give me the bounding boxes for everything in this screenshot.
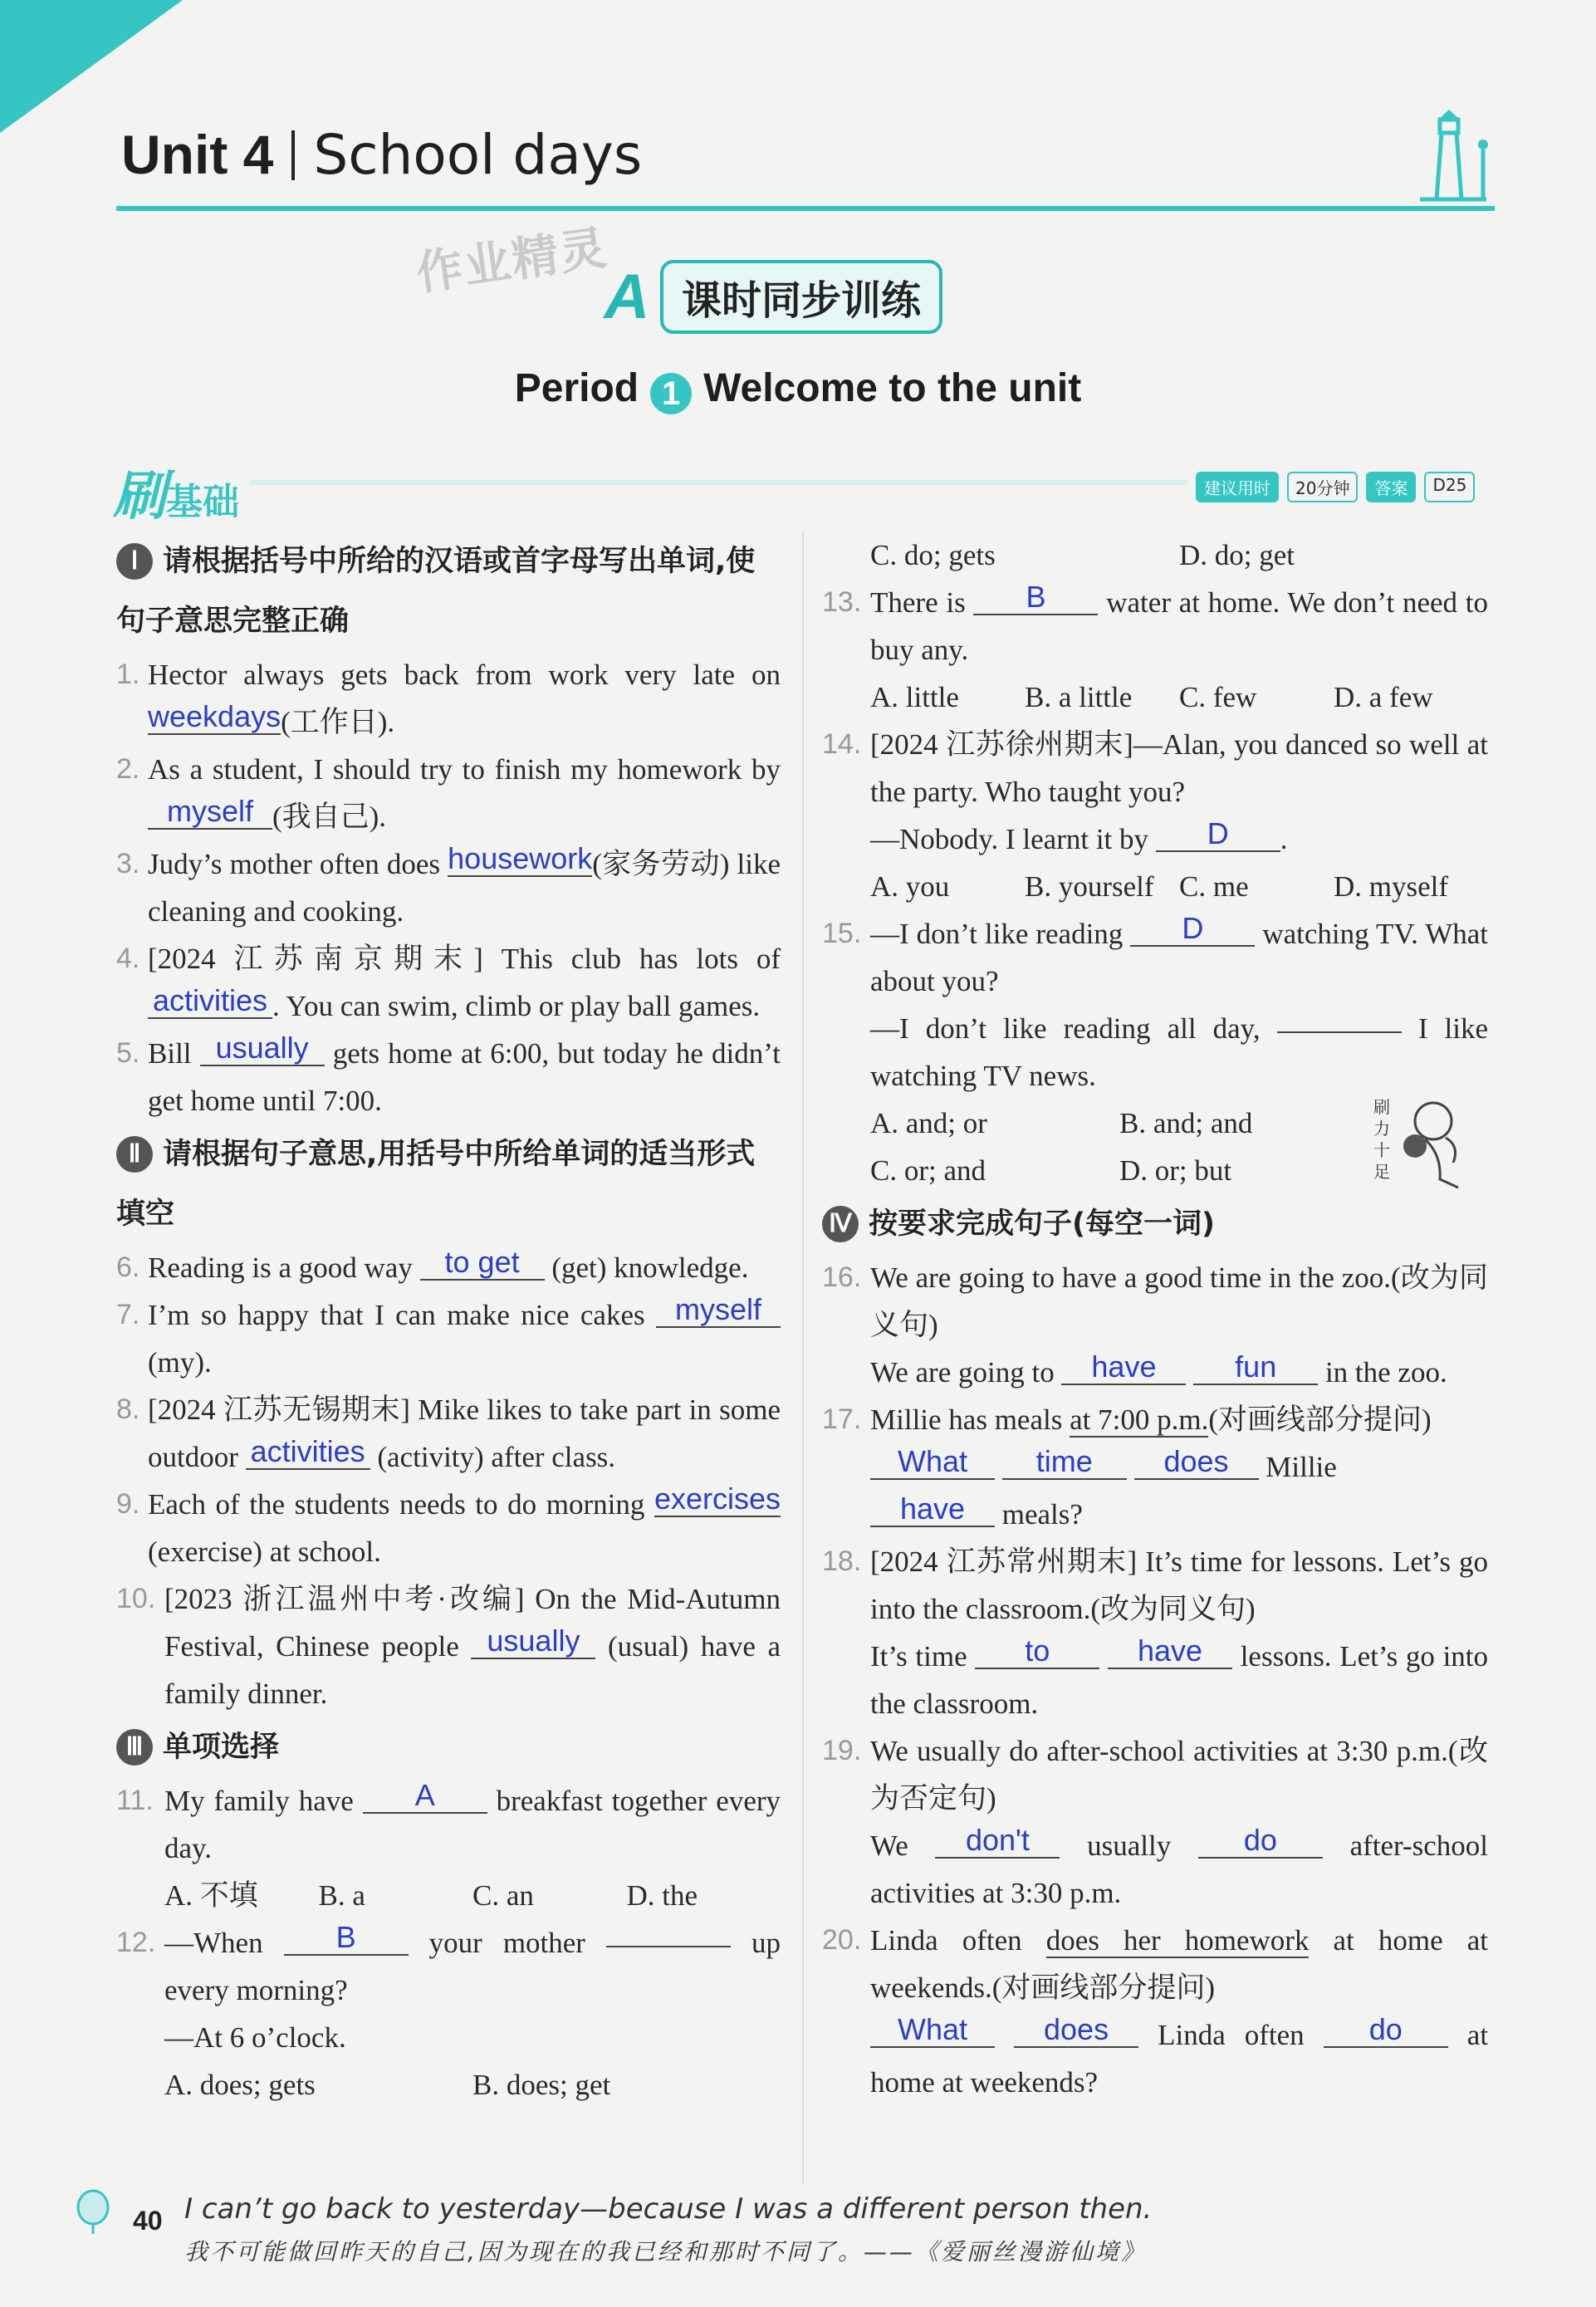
q-text: breakfast together every day.: [164, 1785, 781, 1864]
q-text: (usual) have a family dinner.: [164, 1630, 781, 1710]
section-banner: [594, 261, 942, 332]
answer-blank[interactable]: housework: [448, 841, 593, 875]
answer-blank[interactable]: usually: [471, 1624, 595, 1659]
q-number: 7.: [116, 1299, 140, 1330]
option-d[interactable]: D. the: [626, 1879, 698, 1912]
basics-small: 基础: [166, 481, 239, 523]
answer-blank[interactable]: myself: [656, 1293, 781, 1328]
q-text: after-school activities at 3:30 p.m.: [870, 1829, 1489, 1909]
q-number: 2.: [116, 753, 140, 785]
q-number: 4.: [116, 943, 140, 974]
q-text: It’s time: [870, 1640, 967, 1673]
q-number: 1.: [116, 659, 140, 690]
part2-heading: [116, 1124, 781, 1244]
q-number: 6.: [116, 1251, 140, 1283]
period-number: 1: [650, 373, 692, 414]
option-a[interactable]: A. you: [870, 870, 950, 903]
part4-title: 按要求完成句子(每空一词): [869, 1207, 1215, 1241]
answer-blank[interactable]: have: [870, 1492, 995, 1527]
q-text: As a student, I should try to finish my homework by: [148, 753, 781, 786]
question-10: [116, 1575, 781, 1717]
q-text: [2024 江苏常州期末] It’s time for lessons. Let’s go into the classroom.(改为同义句): [870, 1545, 1488, 1625]
option-d[interactable]: D. do; get: [1179, 539, 1295, 571]
question-19: [822, 1727, 1488, 1917]
q-text: gets home at 6:00, but today he didn’t get home until 7:00.: [148, 1037, 781, 1117]
answer-blank[interactable]: activities: [148, 984, 272, 1019]
options-14: [822, 863, 1488, 910]
q-number: 3.: [116, 848, 140, 879]
q-text: (get) knowledge.: [551, 1251, 749, 1284]
mascot-char-3: 十: [1373, 1140, 1390, 1160]
q-text: —At 6 o’clock.: [164, 2021, 346, 2054]
q-text: We are going to: [870, 1356, 1055, 1389]
option-c[interactable]: C. do; gets: [870, 539, 996, 571]
q-text: I like watching TV news.: [870, 1012, 1489, 1092]
answer-blank[interactable]: to get: [420, 1246, 545, 1281]
answer-blank[interactable]: time: [1002, 1445, 1127, 1480]
q-number: 18.: [822, 1545, 862, 1577]
question-1: [116, 651, 781, 746]
question-7: [116, 1291, 781, 1386]
balloon-icon: [70, 2189, 116, 2236]
part2-number: Ⅱ: [116, 1136, 153, 1173]
q-text: usually: [1087, 1829, 1172, 1862]
q-number: 9.: [116, 1488, 140, 1520]
q-text: lessons. Let’s go into the classroom.: [870, 1640, 1489, 1720]
question-13: [822, 579, 1488, 673]
title-separator: [291, 130, 295, 180]
q-text: —I don’t like reading: [870, 918, 1124, 950]
question-15: [822, 910, 1488, 1100]
q-text: meals?: [1001, 1498, 1083, 1531]
answer-blank[interactable]: myself: [148, 795, 272, 830]
unit-subtitle: School days: [313, 123, 643, 187]
part3-title: 单项选择: [163, 1731, 280, 1764]
answer-blank[interactable]: B: [973, 580, 1098, 615]
underlined-part: does her homework: [1045, 1924, 1310, 1957]
part3-number: Ⅲ: [116, 1729, 153, 1766]
part1-heading: [116, 531, 781, 651]
answer-blank[interactable]: exercises: [654, 1482, 781, 1516]
q-text: I’m so happy that I can make nice cakes: [148, 1299, 645, 1331]
lighthouse-icon: [1403, 108, 1495, 208]
question-16: [822, 1254, 1488, 1396]
boxer-mascot-icon: [1367, 1088, 1475, 1196]
q-number: 13.: [822, 586, 862, 618]
question-18: [822, 1538, 1488, 1727]
q-text: Hector always gets back from work very late on: [148, 659, 781, 691]
q-text: —When: [164, 1927, 263, 1959]
answer-blank[interactable]: have: [1108, 1634, 1232, 1669]
answer-blank[interactable]: does: [1134, 1445, 1259, 1480]
watermark: 作业精灵: [413, 221, 612, 301]
q-text: There is: [870, 586, 966, 619]
question-20: [822, 1917, 1488, 2106]
part1-title: 请根据括号中所给的汉语或首字母写出单词,使句子意思完整正确: [116, 545, 756, 638]
question-12: [116, 1919, 781, 2061]
q-text: (my).: [148, 1346, 212, 1379]
q-number: 17.: [822, 1403, 862, 1435]
option-b[interactable]: B. yourself: [1025, 870, 1154, 903]
q-text: (工作日).: [281, 706, 395, 738]
basics-bar-line: [249, 480, 1187, 485]
part4-number: Ⅳ: [822, 1206, 859, 1242]
option-c[interactable]: C. an: [472, 1879, 534, 1912]
q-text: Each of the students needs to do morning: [148, 1488, 645, 1521]
answer-blank[interactable]: D: [1130, 912, 1255, 947]
question-5: [116, 1030, 781, 1124]
q-text: Reading is a good way: [148, 1251, 413, 1284]
answer-blank[interactable]: do: [1198, 1824, 1323, 1859]
column-divider: [802, 531, 804, 2184]
q-number: 16.: [822, 1261, 862, 1293]
answer-blank[interactable]: weekdays: [148, 699, 282, 733]
answer-label: 答案: [1366, 472, 1416, 502]
left-column: [116, 531, 781, 2109]
question-4: [116, 935, 781, 1030]
option-d[interactable]: D. or; but: [1119, 1154, 1232, 1187]
options-15a: [822, 1100, 1368, 1147]
option-c[interactable]: C. few: [1179, 681, 1257, 713]
q-number: 20.: [822, 1924, 862, 1956]
option-a[interactable]: A. 不填: [164, 1879, 258, 1912]
q-text: We: [870, 1829, 908, 1862]
q-number: 5.: [116, 1037, 140, 1069]
options-15b: [822, 1147, 1368, 1194]
quote-english: I can’t go back to yesterday—because I was a different person then.: [184, 2192, 1153, 2226]
answer-blank[interactable]: activities: [246, 1435, 370, 1470]
q-text: —Nobody. I learnt it by: [870, 823, 1149, 855]
q-text: (家务劳动) like cleaning and cooking.: [148, 848, 781, 928]
part2-title: 请根据句子意思,用括号中所给单词的适当形式填空: [116, 1138, 756, 1231]
answer-blank[interactable]: does: [1014, 2013, 1138, 2048]
mascot-char-2: 力: [1373, 1119, 1390, 1139]
question-8: [116, 1386, 781, 1481]
q-number: 15.: [822, 918, 862, 949]
part3-heading: [116, 1717, 781, 1777]
q-number: 11.: [116, 1785, 154, 1816]
question-3: [116, 840, 781, 935]
part1-number: Ⅰ: [116, 543, 153, 580]
option-b[interactable]: B. does; get: [472, 2069, 611, 2101]
period-name: Welcome to the unit: [703, 366, 1082, 410]
q-text: Linda often: [870, 1924, 1022, 1957]
question-9: [116, 1481, 781, 1575]
part4-heading: [822, 1194, 1488, 1254]
option-a[interactable]: A. does; gets: [164, 2069, 316, 2101]
q-text: [2023 浙江温州中考·改编] On the Mid-Autumn Festival, Chinese people: [164, 1583, 781, 1663]
option-b[interactable]: B. a: [318, 1879, 365, 1912]
mascot-char-4: 足: [1373, 1162, 1390, 1182]
right-column: [822, 531, 1488, 2106]
q-text: Millie has meals: [870, 1403, 1063, 1436]
corner-decoration: [0, 0, 183, 133]
answer-blank[interactable]: do: [1324, 2013, 1448, 2048]
empty-blank[interactable]: [1277, 1031, 1402, 1033]
answer-blank[interactable]: fun: [1193, 1350, 1318, 1385]
q-number: 19.: [822, 1735, 862, 1766]
q-text: up every morning?: [164, 1927, 781, 2006]
q-number: 12.: [116, 1927, 156, 1958]
suggest-time: 20分钟: [1287, 472, 1358, 502]
option-d[interactable]: D. a few: [1334, 681, 1433, 713]
option-b[interactable]: B. and; and: [1119, 1107, 1253, 1139]
title-underline: [116, 206, 1495, 211]
options-11: [116, 1872, 781, 1919]
page-number: 40: [133, 2206, 163, 2236]
unit-title: [121, 123, 642, 187]
section-title: 课时同步训练: [660, 260, 942, 334]
q-text: . You can swim, climb or play ball games.: [272, 990, 761, 1022]
answer-blank[interactable]: have: [1061, 1350, 1186, 1385]
period-prefix: Period: [514, 366, 639, 410]
answer-blank[interactable]: A: [363, 1779, 487, 1814]
q-number: 14.: [822, 728, 862, 760]
option-c[interactable]: C. or; and: [870, 1154, 986, 1187]
q-text: Bill: [148, 1037, 192, 1070]
answer-blank[interactable]: What: [870, 2013, 995, 2048]
unit-label: Unit 4: [121, 124, 274, 185]
q-text: —I don’t like reading all day,: [870, 1012, 1261, 1045]
q-text: (我自己).: [272, 801, 387, 833]
option-d[interactable]: D. myself: [1334, 870, 1449, 903]
option-b[interactable]: B. a little: [1025, 681, 1133, 713]
mascot-char-1: 刷: [1373, 1097, 1390, 1117]
option-c[interactable]: C. me: [1179, 870, 1249, 903]
q-text: (对画线部分提问): [1208, 1403, 1432, 1436]
suggest-label: 建议用时: [1196, 472, 1279, 502]
q-text: at home at weekends.(对画线部分提问): [870, 1924, 1488, 2004]
q-number: 10.: [116, 1583, 156, 1614]
section-letter: A: [604, 261, 650, 332]
empty-blank[interactable]: [606, 1946, 731, 1947]
q-text: (exercise) at school.: [148, 1536, 381, 1568]
q-text: My family have: [164, 1785, 354, 1817]
underlined-part: at 7:00 p.m.: [1070, 1403, 1209, 1436]
question-17: [822, 1396, 1488, 1538]
option-a[interactable]: A. little: [870, 681, 959, 713]
options-13: [822, 673, 1488, 721]
answer-blank[interactable]: usually: [200, 1031, 325, 1066]
q-text: water at home. We don’t need to buy any.: [870, 586, 1489, 666]
q-text: watching TV. What about you?: [870, 918, 1489, 997]
q-text: [2024 江苏南京期末] This club has lots of: [148, 943, 781, 975]
answer-blank[interactable]: What: [870, 1445, 995, 1480]
q-text: [2024 江苏无锡期末] Mike likes to take part in some outdoor: [148, 1394, 781, 1473]
question-2: [116, 746, 781, 840]
answer-page: D25: [1424, 472, 1475, 502]
options-12: [116, 2061, 781, 2109]
question-6: [116, 1244, 781, 1291]
options-12-cont: [822, 531, 1488, 579]
question-11: [116, 1777, 781, 1872]
q-text: at home at weekends?: [870, 2019, 1489, 2099]
period-title: [0, 365, 1596, 414]
q-text: Judy’s mother often does: [148, 848, 441, 880]
answer-blank[interactable]: to: [975, 1634, 1099, 1669]
basics-big: 刷: [113, 466, 166, 527]
suggest-box: [1196, 472, 1475, 502]
q-text: your mother: [428, 1927, 585, 1959]
q-text: Millie: [1266, 1451, 1337, 1483]
answer-blank[interactable]: D: [1156, 817, 1280, 852]
basics-label: [113, 453, 239, 530]
answer-blank[interactable]: B: [284, 1921, 409, 1956]
q-text: (activity) after class.: [377, 1441, 616, 1473]
q-text: in the zoo.: [1324, 1356, 1447, 1389]
answer-blank[interactable]: don't: [935, 1824, 1060, 1859]
q-text: We usually do after-school activities at 3:30 p.m.(改为否定句): [870, 1735, 1488, 1815]
q-text: Linda often: [1158, 2019, 1305, 2051]
quote-chinese: 我不可能做回昨天的自己,因为现在的我已经和那时不同了。——《爱丽丝漫游仙境》: [184, 2238, 1147, 2265]
q-number: 8.: [116, 1394, 140, 1425]
question-14: 14. [2024 江苏徐州期末]—Alan, you danced so well at the party. Who taught you? —Nobody. I learnt it by D .: [822, 721, 1488, 863]
q-text: We are going to have a good time in the zoo.(改为同义句): [870, 1261, 1488, 1341]
option-a[interactable]: A. and; or: [870, 1107, 987, 1139]
q-text: [2024 江苏徐州期末]—Alan, you danced so well at the party. Who taught you?: [870, 728, 1488, 808]
